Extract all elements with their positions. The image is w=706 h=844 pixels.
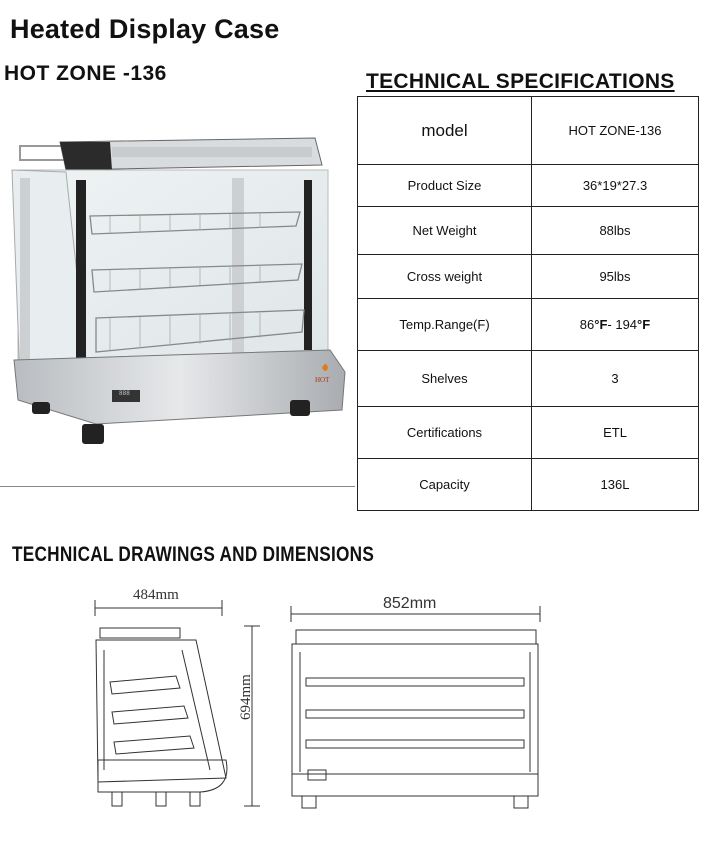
depth-dimension: 484mm (133, 587, 179, 603)
spec-value: 88lbs (532, 207, 699, 255)
temp-unit: °F (594, 317, 608, 332)
control-display: 888 (119, 390, 130, 397)
spec-value: 3 (532, 351, 699, 407)
width-dimension: 852mm (383, 595, 437, 612)
product-logo: HOT (315, 376, 330, 384)
spec-label: Capacity (358, 459, 532, 511)
spec-label: Net Weight (358, 207, 532, 255)
temp-low: 86 (579, 317, 595, 332)
spec-label: Temp.Range(F) (358, 299, 532, 351)
spec-value: ETL (532, 407, 699, 459)
drawings-heading: TECHNICAL DRAWINGS AND DIMENSIONS (12, 543, 375, 566)
spec-label: Shelves (358, 351, 532, 407)
spec-label: Certifications (358, 407, 532, 459)
spec-value: HOT ZONE-136 (532, 97, 699, 165)
temp-unit: °F (637, 317, 651, 332)
spec-value: 95lbs (532, 255, 699, 299)
height-dimension: 694mm (238, 674, 254, 720)
spec-label: Product Size (358, 165, 532, 207)
spec-heading: TECHNICAL SPECIFICATIONS (366, 70, 675, 93)
spec-label: Cross weight (358, 255, 532, 299)
model-heading: HOT ZONE -136 (4, 62, 167, 85)
spec-label: model (358, 97, 532, 165)
page-title: Heated Display Case (10, 14, 280, 44)
spec-value: 36*19*27.3 (532, 165, 699, 207)
temp-high: - 194 (607, 317, 638, 332)
spec-value: 136L (532, 459, 699, 511)
